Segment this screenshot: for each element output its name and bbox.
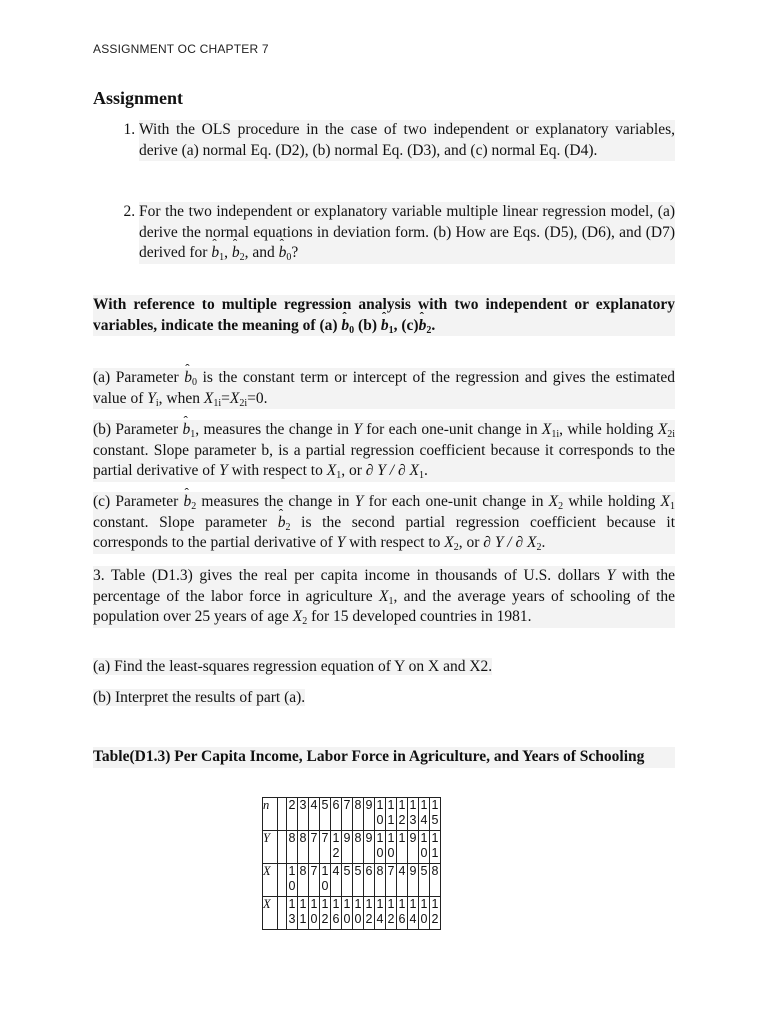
q3a-text: (a) Find the least-squares regression equation of Y on X and X2. [93,658,493,675]
table-cell: 5 [353,864,364,897]
pa-eq: = [221,389,230,407]
ref-b1: ˆ b [381,316,389,337]
question-2-end: ? [291,244,299,261]
table-cell: 1 0 [287,864,298,897]
pa-y-sub: i [155,397,159,409]
table-cell: 8 [375,864,386,897]
row-label: X [263,864,278,897]
pb-t5: with respect to [231,462,323,479]
q3-x2-sub: 2 [302,616,308,627]
table-cell: 4 [331,864,342,897]
pb-end: . [423,462,428,479]
ref-b-label: (b) [358,316,377,334]
table-cell: 1 1 [298,897,309,930]
question-3a [93,657,675,678]
table-cell: 9 [364,831,375,864]
pc-x3: X [444,534,454,551]
table-row [263,897,441,930]
table-cell: 1 4 [419,798,430,831]
pa-x1: X [203,389,214,407]
pa-when: , when [158,389,200,407]
pc-x2: X [548,493,559,510]
pc-t7: , or [458,534,480,551]
b0-sub: 0 [286,252,292,263]
pb-y: Y [353,421,362,438]
table-cell: 8 [287,831,298,864]
table-cell: 1 2 [364,897,375,930]
ref-end: . [431,316,436,334]
table-cell: 4 [309,798,320,831]
table-cell: 3 [298,798,309,831]
pc-t3: while holding [568,493,656,510]
table-cell: 1 0 [386,831,397,864]
table-cell: 7 [309,864,320,897]
table-cell: 7 [320,831,331,864]
spacer-cell [278,897,287,930]
pc-x3-sub: 2 [453,542,459,553]
table-cell: 7 [309,831,320,864]
b1-sub: 1 [219,252,225,263]
reference-heading [93,295,675,336]
ref-b2-sub: 2 [426,324,432,336]
pa-b0-sub: 0 [191,377,197,388]
pc-x1-sub: 1 [670,501,675,512]
ref-b2: ˆ b [419,316,427,337]
row-label: n [263,798,278,831]
pc-b2-second-sub: 2 [285,521,291,533]
pc-y: Y [354,493,364,510]
table-cell: 1 5 [430,798,441,831]
pc-end: . [541,534,546,551]
table-cell: 1 0 [419,831,430,864]
table-cell: 1 0 [375,798,386,831]
pc-t5: is the second partial regression coefficient because it corresponds to the partial derivative of [93,513,675,551]
q3-x2: X [292,608,303,625]
page-title: Assignment [93,88,184,108]
pc-pre: (c) Parameter [93,493,179,510]
question-1 [139,120,675,161]
pc-x1: X [660,493,670,510]
table-cell: 1 6 [331,897,342,930]
q3-y: Y [606,567,616,584]
table-cell: 1 0 [309,897,320,930]
pc-b2: ˆ b [183,492,191,513]
pb-x1: X [541,421,552,438]
table-cell: 8 [298,864,309,897]
paragraph-b [93,420,675,482]
table-cell: 5 [320,798,331,831]
table-caption: Table(D1.3) Per Capita Income, Labor Force in Agriculture, and Years of Schooling [93,747,675,768]
pc-deriv-sub: 2 [536,542,542,553]
q3-x1-sub: 1 [388,595,394,607]
pc-t2: for each one-unit change in [368,493,544,510]
pb-t3: , while holding [559,421,654,438]
and-text: , and [244,244,275,261]
table-cell: 1 2 [320,897,331,930]
spacer-cell [278,831,287,864]
ref-c-label: , (c) [393,316,419,334]
table-cell: 1 0 [353,897,364,930]
table-row [263,798,441,831]
q3-t1: with the percentage of the labor force in agriculture [93,567,676,605]
pa-pre: (a) Parameter [93,369,179,386]
pb-deriv: ∂ Y / ∂ X [365,462,419,479]
pc-x2-sub: 2 [558,501,564,512]
pb-t4: constant. Slope parameter b, is a partial regression coefficient because it corresponds to the partial derivative of [93,441,675,479]
b0-symbol: ˆ b [279,243,287,264]
table-cell: 8 [353,831,364,864]
pb-x3: X [326,462,337,479]
ref-b1-sub: 1 [388,324,394,336]
page-header: ASSIGNMENT OC CHAPTER 7 [93,42,269,56]
table-cell: 1 4 [375,897,386,930]
table-row [263,864,441,897]
table-cell: 1 3 [287,897,298,930]
pb-x1-sub: 1i [551,429,560,440]
b2-symbol: ˆ b [232,243,240,264]
b2-sub: 2 [239,252,245,263]
q3b-text: (b) Interpret the results of part (a). [93,689,306,706]
table-cell: 5 [419,864,430,897]
table-cell: 1 0 [419,897,430,930]
question-2: 2. For the two independent or explanatory variable multiple linear regression model, (a) derive the normal equations in deviation form. (b) How are Eqs. (D5), (D6), and (D7) derived for ˆ $b_1$, ˆ $b_2$, and ˆ $b_0$? [139,202,675,264]
pc-t1: measures the change in [201,493,350,510]
table-cell: 7 [386,864,397,897]
pa-mid: is the constant term or intercept of the regression and gives the estimated value of [93,369,676,407]
table-cell: 1 2 [430,897,441,930]
ref-b0: ˆ b [341,316,349,337]
spacer-cell [278,798,287,831]
pc-t6: with respect to [349,534,441,551]
question-1-text: With the OLS procedure in the case of two independent or explanatory variables, derive (a) normal Eq. (D2), (b) normal Eq. (D3), and (c) normal Eq. (D4). [139,121,675,159]
pb-pre: (b) Parameter [93,421,179,438]
table-cell: 9 [408,864,419,897]
question-list-2 [93,202,675,264]
table-cell: 6 [364,864,375,897]
question-3b [93,688,675,709]
pb-x3-sub: 1 [336,470,342,481]
table-cell: 1 [397,831,408,864]
pb-t1: , measures the change in [195,421,349,438]
pb-y2: Y [219,462,228,479]
table-cell: 1 0 [320,864,331,897]
table-cell: 1 1 [430,831,441,864]
q3-pre: 3. Table (D1.3) gives the real per capita income in thousands of U.S. dollars [93,567,600,584]
table-row [263,831,441,864]
b1-symbol: ˆ b [211,243,219,264]
table-cell: 1 0 [375,831,386,864]
paragraph-c [93,492,675,554]
paragraph-a [93,368,675,409]
ref-heading-text: With reference to multiple regression analysis with two independent or explanatory variables, indicate the meaning of (a) [93,296,675,334]
pa-end: =0. [247,389,268,407]
table-cell: 6 [331,798,342,831]
pb-x2-sub: 2i [667,429,676,440]
q3-t3: for 15 developed countries in 1981. [311,608,532,625]
table-cell: 1 6 [397,897,408,930]
spacer-cell [278,864,287,897]
table-cell: 5 [342,864,353,897]
row-label: X [263,897,278,930]
table-cell: 1 2 [331,831,342,864]
pa-b0: ˆ b [184,368,192,389]
table-cell: 8 [430,864,441,897]
pb-b1: ˆ b [183,420,191,441]
table-cell: 1 2 [397,798,408,831]
pc-b2-sub: 2 [191,501,197,512]
pc-y2: Y [336,534,346,551]
pa-x2: X [229,389,240,407]
pc-t4: constant. Slope parameter [93,513,268,531]
pc-b2-second: ˆ b [278,513,286,534]
data-table [262,797,441,930]
pb-deriv-sub: 1 [418,470,424,481]
table-cell: 1 1 [386,798,397,831]
row-label: Y [263,831,278,864]
pb-t6: , or [341,462,362,479]
table-cell: 7 [342,798,353,831]
table-cell: 9 [408,831,419,864]
pa-y: Y [147,389,156,407]
table-cell: 4 [397,864,408,897]
table-cell: 8 [298,831,309,864]
q3-t2: , and the average years of schooling of the population over 25 years of age [93,587,676,625]
table-cell: 1 3 [408,798,419,831]
table-cell: 9 [364,798,375,831]
table-cell: 1 4 [408,897,419,930]
question-list-1 [93,120,675,161]
question-3 [93,566,675,628]
table-cell: 1 2 [386,897,397,930]
table-cell: 9 [342,831,353,864]
question-2-text: For the two independent or explanatory variable multiple linear regression model, (a) derive the normal equations in deviation form. (b) How are Eqs. (D5), (D6), and (D7) derived for [139,203,675,261]
table-cell: 1 0 [342,897,353,930]
pa-x1-sub: 1i [213,397,222,409]
pa-x2-sub: 2i [239,397,248,409]
table-cell: 2 [287,798,298,831]
q3-x1: X [378,587,389,605]
pb-t2: for each one-unit change in [366,421,538,438]
pb-b1-sub: 1 [190,429,196,440]
table-cell: 8 [353,798,364,831]
pc-deriv: ∂ Y / ∂ X [483,534,537,551]
pb-x2: X [657,421,668,438]
ref-b0-sub: 0 [349,324,355,336]
